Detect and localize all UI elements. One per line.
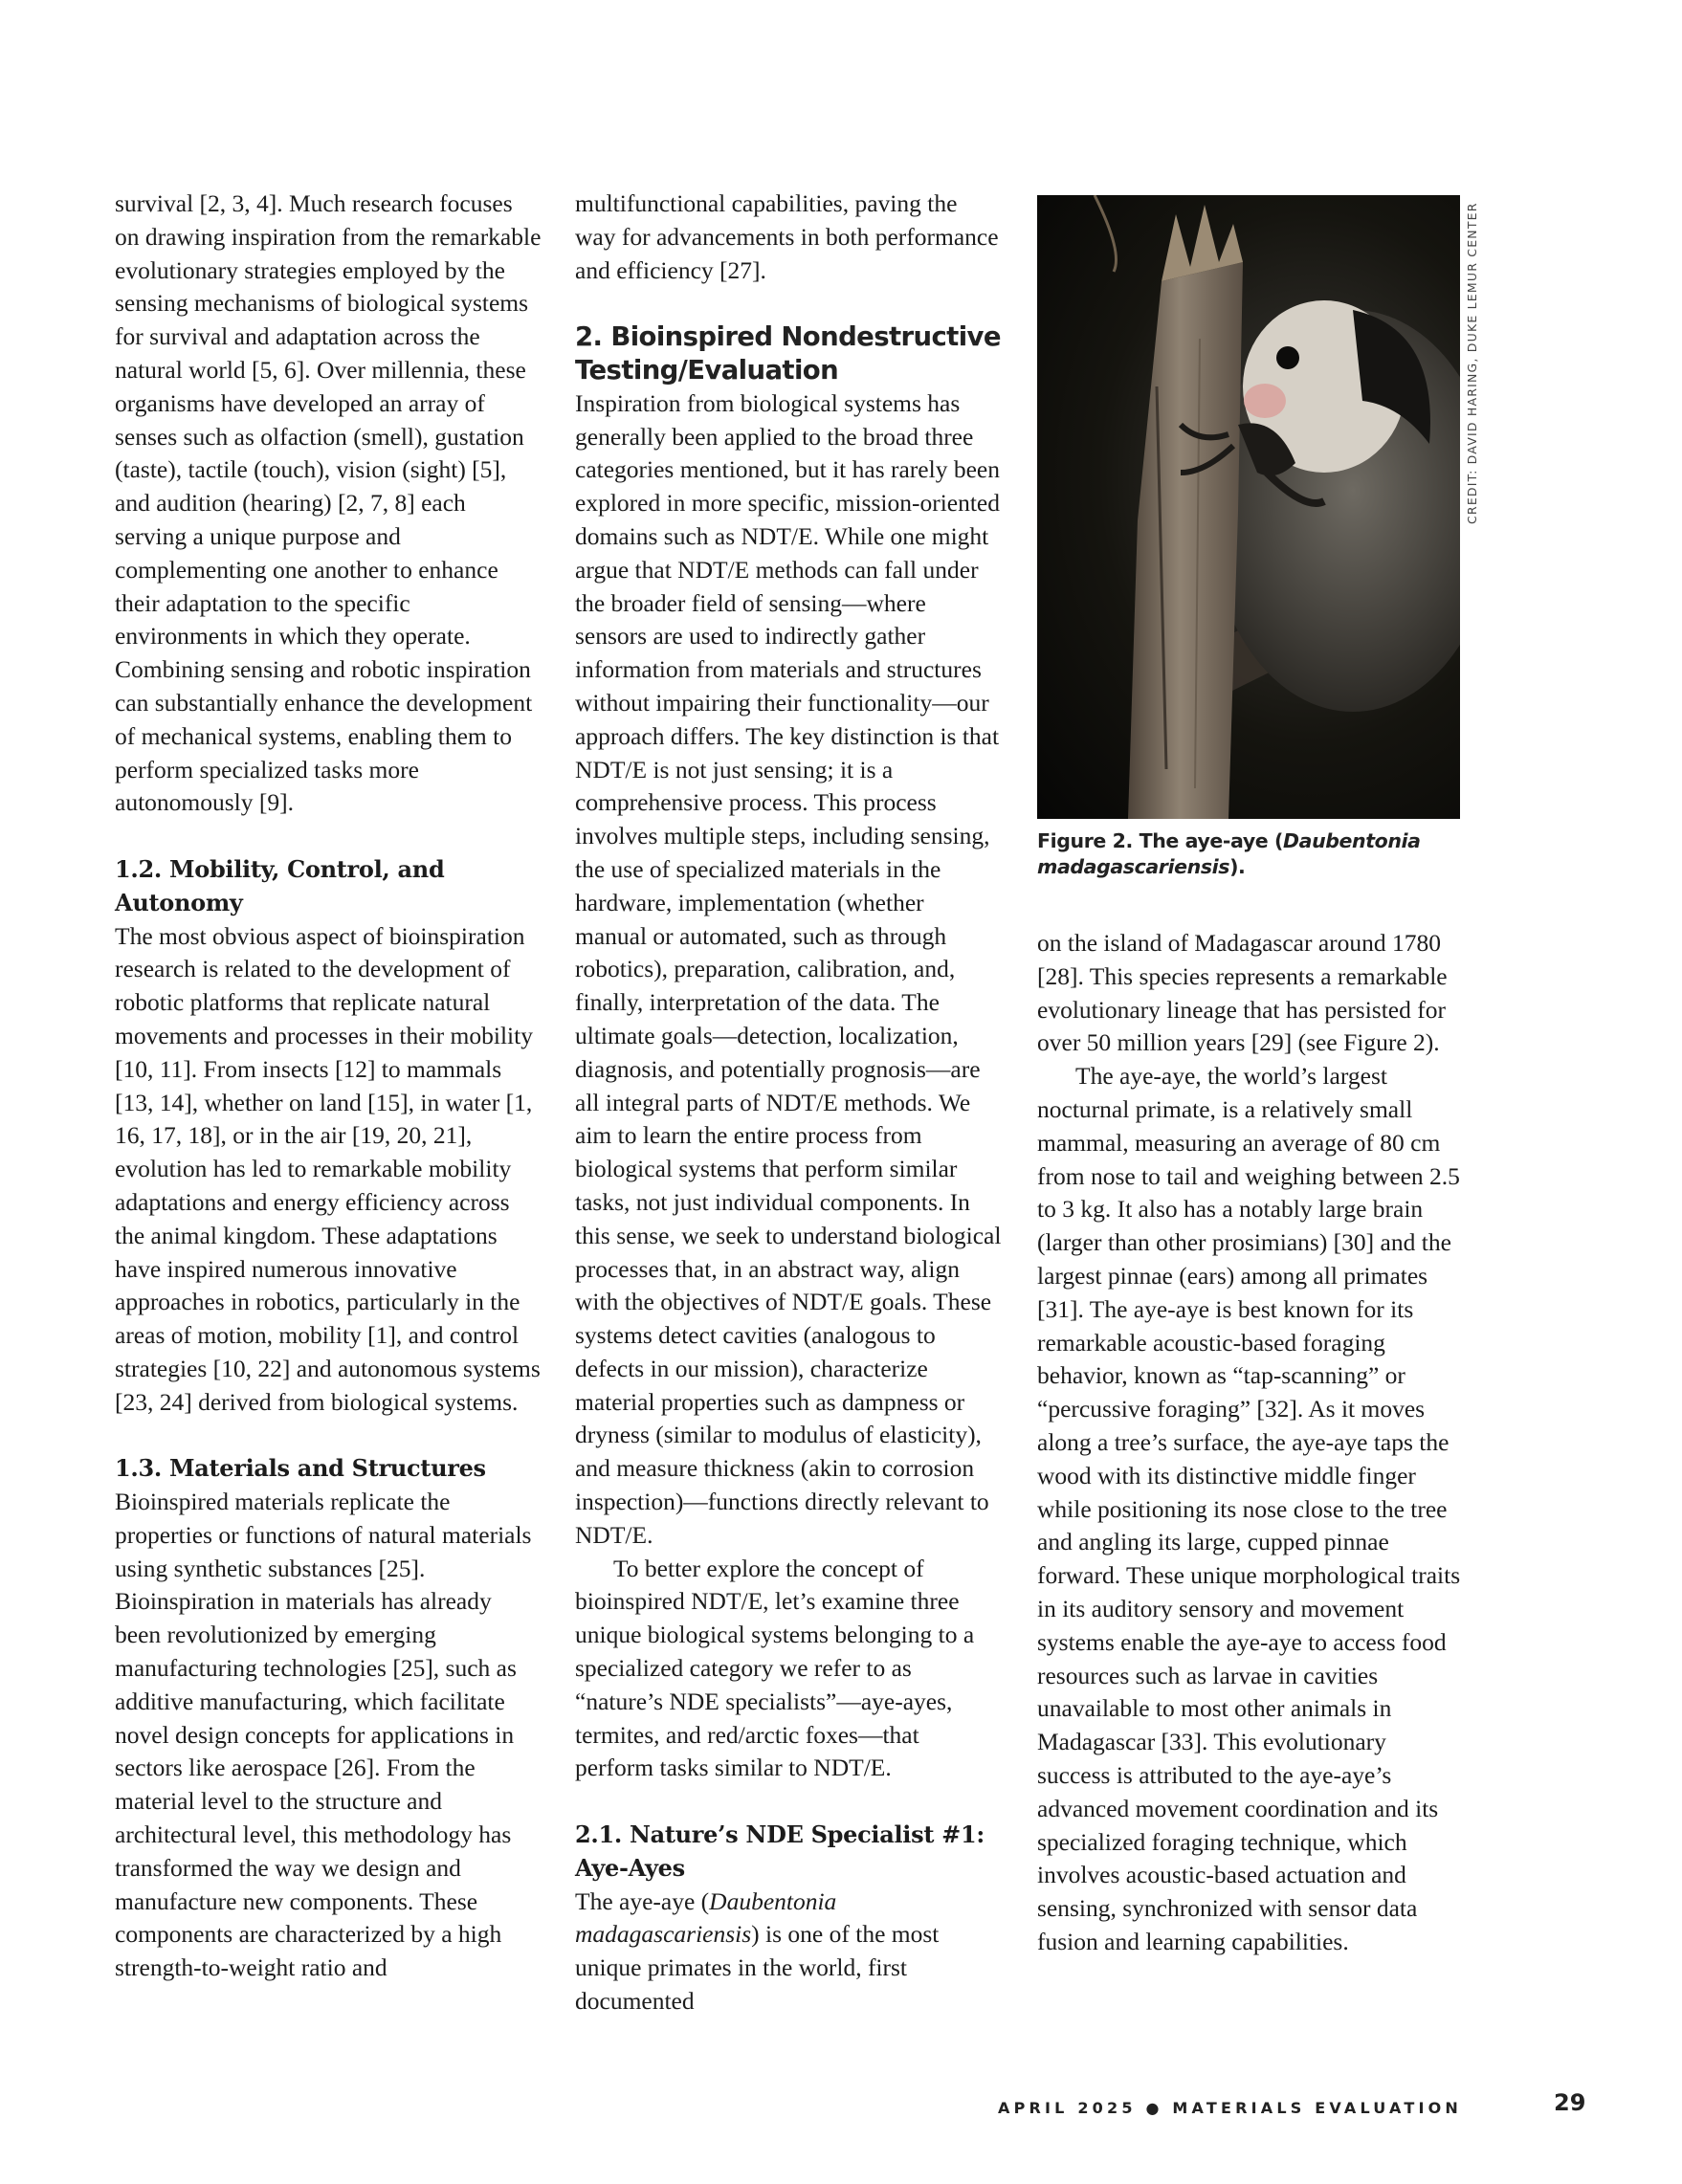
text-column-3 [1037, 927, 1464, 1959]
paragraph: on the island of Madagascar around 1780 [28]. This species represents a remarkable evolutionary lineage that has persisted for over 50 million years [29] (see Figure 2). [1037, 929, 1448, 1057]
journal-name: MATERIALS EVALUATION [1172, 2099, 1462, 2117]
text-run: ) is one of the most unique primates in the world, first documented [575, 1920, 940, 2016]
page-number: 29 [1554, 2089, 1586, 2116]
bullet-separator: ● [1145, 2099, 1163, 2117]
running-footer [998, 2099, 1462, 2117]
caption-species: Daubentonia madagascariensis [1037, 829, 1421, 878]
aye-aye-illustration [1037, 195, 1460, 819]
paragraph: The most obvious aspect of bioinspiration research is related to the development of robotic platforms that replicate natural movements and processes in their mobility [10, 11]. From insects [12] to mammals [13, 14], whether on land [15], in water [1, 16, 17, 18], or in the air [19, 20, 21], evolution has led to remarkable mobility adaptations and energy efficiency across the animal kingdom. These adaptations have inspired numerous innovative approaches in robotics, particularly in the areas of motion, mobility [1], and control strategies [10, 22] and autonomous systems [23, 24] derived from biological systems. [115, 921, 541, 1416]
text-run: The aye-aye ( [575, 1886, 710, 1915]
issue-date: APRIL 2025 [997, 2099, 1137, 2117]
paragraph: Bioinspired materials replicate the properties or functions of natural materials using synthetic substances [25]. Bioinspiration in materials has already been revolutionized by emerging manufacturing technologies [25], such as additive manufacturing, which facilitate novel design concepts for applications in sectors like aerospace [26]. From the material level to the structure and architectural level, this methodology has transformed the way we design and manufacture new components. These components are characterized by a high strength-to-weight ratio and [115, 1488, 532, 1982]
figure-caption [1037, 828, 1464, 880]
paragraph: The aye-aye, the world’s largest nocturnal primate, is a relatively small mammal, measuring an average of 80 cm from nose to tail and weighing between 2.5 to 3 kg. It also has a notably large brain (larger than other prosimians) [30] and the largest pinnae (ears) among all primates [31]. The aye-aye is best known for its remarkable acoustic-based foraging behavior, known as “tap-scanning” or “percussive foraging” [32]. As it moves along a tree’s surface, the aye-aye taps the wood with its distinctive middle finger while positioning its nose close to the tree and angling its large, cupped pinnae forward. These unique morphological traits in its auditory sensory and movement systems enable the aye-aye to access food resources such as larvae in cavities unavailable to most other animals in Madagascar [33]. This evolutionary success is attributed to the aye-aye’s advanced movement coordination and its specialized foraging technique, which involves acoustic-based actuation and sensing, synchronized with sensor data fusion and learning capabilities. [1037, 1062, 1461, 1955]
paragraph: multifunctional capabilities, paving the way for advancements in both performance and efficiency [27]. [575, 189, 999, 284]
paragraph: To better explore the concept of bioinspired NDT/E, let’s examine three unique biological systems belonging to a specialized category we refer to as “nature’s NDE specialists”—aye-ayes, termites, and red/arctic foxes—that perform tasks similar to NDT/E. [575, 1554, 975, 1782]
caption-text: Figure 2. The aye-aye ( [1037, 829, 1284, 852]
paragraph [575, 1886, 1002, 2019]
paragraph: survival [2, 3, 4]. Much research focuses on drawing inspiration from the remarkable evolutionary strategies employed by the sensing mechanisms of biological systems for survival and adaptation across the natural world [5, 6]. Over millennia, these organisms have developed an array of senses such as olfaction (smell), gustation (taste), tactile (touch), vision (sight) [5], and audition (hearing) [2, 7, 8] each serving a unique purpose and complementing one another to enhance their adaptation to the specific environments in which they operate. Combining sensing and robotic inspiration can substantially enhance the development of mechanical systems, enabling them to perform specialized tasks more autonomously [9]. [115, 189, 542, 817]
caption-text: ). [1229, 855, 1246, 878]
section-heading-2-1: 2.1. Nature’s NDE Specialist #1: Aye-Ayes [575, 1820, 985, 1882]
species-name: Daubentonia madagascariensis [575, 1886, 837, 1949]
section-heading-2: 2. Bioinspired Nondestructive Testing/Evaluation [575, 321, 1001, 386]
section-heading-1-2: 1.2. Mobility, Control, and Autonomy [115, 854, 445, 916]
paragraph: Inspiration from biological systems has generally been applied to the broad three categories mentioned, but it has rarely been explored in more specific, mission-oriented domains such as NDT/E. While one might argue that NDT/E methods can fall under the broader field of sensing—where sensors are used to indirectly gather information from materials and structures without impairing their functionality—our approach differs. The key distinction is that NDT/E is not just sensing; it is a comprehensive process. This process involves multiple steps, including sensing, the use of specialized materials in the hardware, implementation (whether manual or automated, such as through robotics), preparation, calibration, and, finally, interpretation of the data. The ultimate goals—detection, localization, diagnosis, and potentially prognosis—are all integral parts of NDT/E methods. We aim to learn the entire process from biological systems that perform similar tasks, not just individual components. In this sense, we seek to understand biological processes that, in an abstract way, align with the objectives of NDT/E goals. These systems detect cavities (analogous to defects in our mission), characterize material properties such as dampness or dryness (similar to modulus of elasticity), and measure thickness (akin to corrosion inspection)—functions directly relevant to NDT/E. [575, 388, 1002, 1549]
section-heading-1-3: 1.3. Materials and Structures [115, 1454, 486, 1483]
photo-credit: CREDIT: DAVID HARING, DUKE LEMUR CENTER [1465, 202, 1479, 524]
text-column-1 [115, 188, 542, 1985]
text-column-2 [575, 188, 1002, 2019]
aye-aye-photo [1037, 195, 1460, 819]
